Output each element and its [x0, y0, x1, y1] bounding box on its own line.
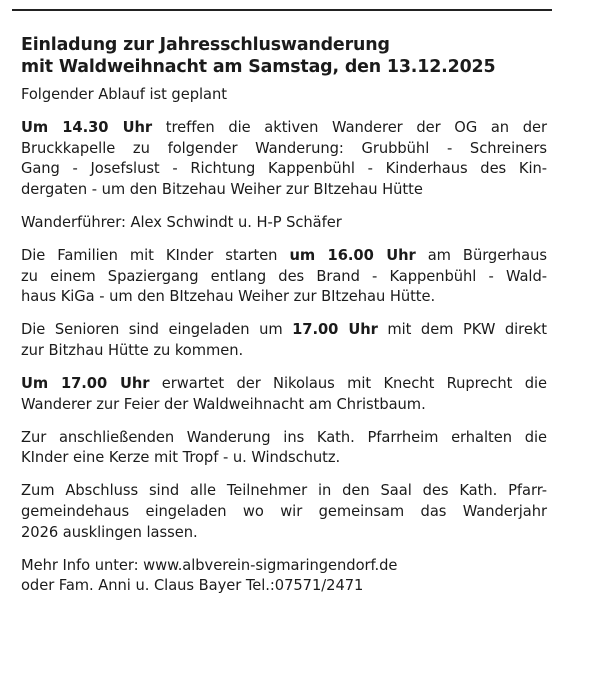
- title-line-2: mit Waldweihnacht am Samstag, den 13.12.2025: [21, 57, 496, 77]
- p6-line-1: Zum Abschluss sind alle Teilnehmer in den Saal des Kath. Pfarr-: [21, 482, 547, 500]
- p2-line-2: zu einem Spaziergang entlang des Brand - Kappenbühl - Wald-: [21, 267, 547, 285]
- p1-line-1-text: treffen die aktiven Wanderer der OG an der: [152, 119, 547, 137]
- p1-line-4: dergaten - um den Bitzehau Weiher zur BItzehau Hütte: [21, 180, 423, 198]
- paragraph-families: [21, 246, 547, 308]
- p4-time: Um 17.00 Uhr: [21, 375, 150, 393]
- p1-line-1: [21, 118, 547, 139]
- announcement: [21, 34, 547, 609]
- title-line-1: Einladung zur Jahresschluswanderung: [21, 35, 390, 55]
- contact-info: [21, 556, 547, 597]
- p1-line-2: Bruckkapelle zu folgender Wanderung: Grubbühl - Schreiners: [21, 139, 547, 157]
- contact-line-2: oder Fam. Anni u. Claus Bayer Tel.:07571/2471: [21, 577, 364, 595]
- contact-line-1: Mehr Info unter: www.albverein-sigmaringendorf.de: [21, 556, 398, 574]
- p6-line-3: 2026 ausklingen lassen.: [21, 523, 198, 541]
- page-title: [21, 34, 547, 78]
- hiking-guides: [21, 213, 547, 234]
- p4-line-1-text: erwartet der Nikolaus mit Knecht Ruprecht die: [149, 375, 547, 393]
- p5-line-2: KInder eine Kerze mit Tropf - u. Windschutz.: [21, 449, 341, 467]
- p3-post: mit dem PKW direkt: [377, 321, 547, 339]
- p2-line-3: haus KiGa - um den BItzehau Weiher zur BItzehau Hütte.: [21, 288, 436, 306]
- guides-line: Wanderführer: Alex Schwindt u. H-P Schäfer: [21, 213, 342, 231]
- paragraph-nikolaus: [21, 374, 547, 415]
- p1-time: Um 14.30 Uhr: [21, 119, 153, 137]
- p2-post: am Bürgerhaus: [415, 247, 547, 265]
- intro-text: [21, 85, 547, 106]
- p1-line-3: Gang - Josefslust - Richtung Kappenbühl - Kinderhaus des Kin-: [21, 160, 547, 178]
- p3-time: 17.00 Uhr: [292, 321, 378, 339]
- paragraph-children-candle: [21, 428, 547, 469]
- p4-line-1: [21, 374, 547, 395]
- paragraph-seniors: [21, 320, 547, 361]
- top-divider: [12, 9, 552, 11]
- p4-line-2: Wanderer zur Feier der Waldweihnacht am Christbaum.: [21, 395, 426, 413]
- p2-line-1: [21, 246, 547, 267]
- intro-line: Folgender Ablauf ist geplant: [21, 86, 227, 103]
- paragraph-closing: [21, 481, 547, 543]
- p2-pre: Die Familien mit KInder starten: [21, 247, 290, 265]
- p6-line-2: gemeindehaus eingeladen wo wir gemeinsam das Wanderjahr: [21, 503, 547, 520]
- paragraph-active-hikers: [21, 118, 547, 200]
- p2-time: um 16.00 Uhr: [289, 247, 416, 265]
- p5-line-1: Zur anschließenden Wanderung ins Kath. Pfarrheim erhalten die: [21, 428, 547, 446]
- p3-pre: Die Senioren sind eingeladen um: [21, 321, 293, 339]
- p3-line-2: zur Bitzhau Hütte zu kommen.: [21, 341, 244, 359]
- p3-line-1: [21, 320, 547, 341]
